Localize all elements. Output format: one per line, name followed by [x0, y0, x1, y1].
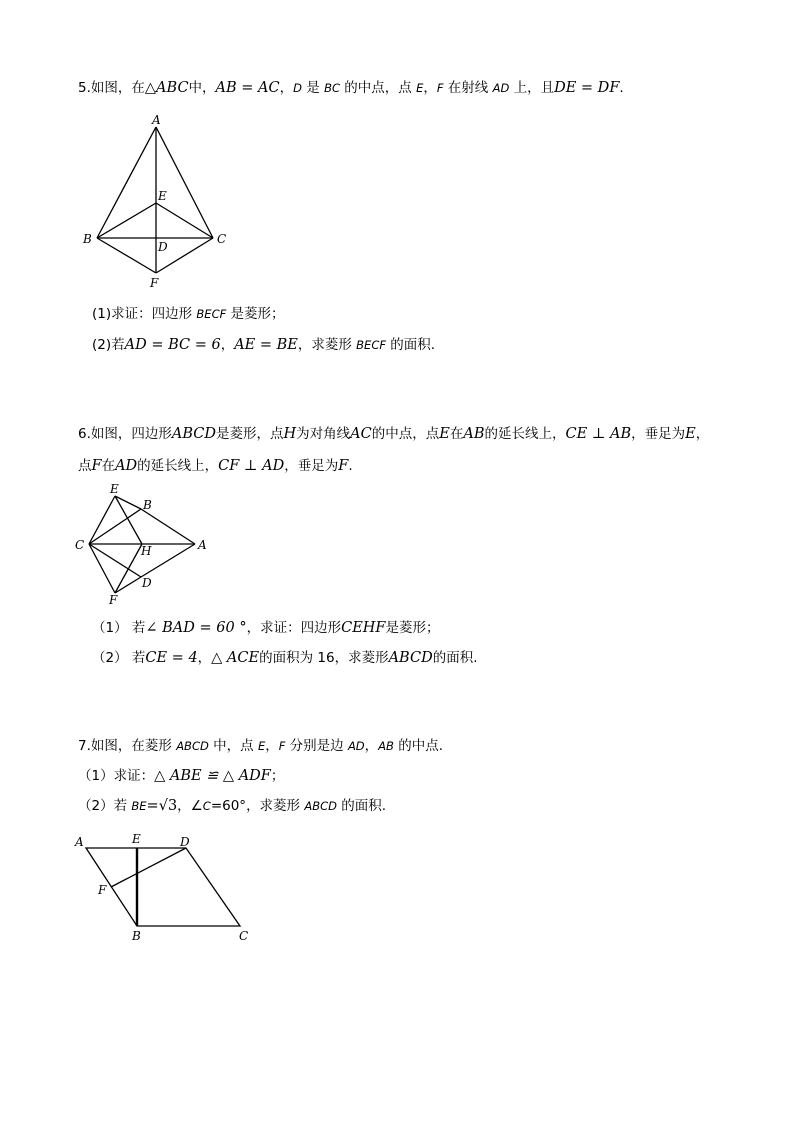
q5-label-a: A	[152, 113, 161, 127]
q7-label-b: B	[132, 929, 141, 943]
q6-segment-ce	[89, 496, 115, 544]
q5-label-d: D	[158, 240, 168, 254]
q6-segment-cb	[89, 509, 141, 544]
q5-label-b: B	[83, 232, 92, 246]
q6-label-d: D	[142, 576, 152, 590]
q6-label-h: H	[141, 544, 152, 558]
q6-segment-cf	[89, 544, 115, 593]
q6-part2: （2） 若CE = 4，△ ACE的面积为 16，求菱形ABCD的面积.	[92, 650, 478, 666]
q5-segment-bf	[97, 238, 156, 273]
q7-label-f: F	[98, 883, 107, 897]
q7-part1: （1）求证：△ ABE ≌ △ ADF；	[78, 768, 285, 784]
q5-segment-ab	[97, 127, 156, 238]
q7-label-d: D	[180, 835, 190, 849]
q5-label-c: C	[217, 232, 227, 246]
q6-stem-line1: 6.如图，四边形ABCD是菱形，点H为对角线AC的中点，点E在AB的延长线上，CE ⊥ AB，垂足为E，	[78, 426, 710, 442]
q5-segment-ac	[156, 127, 213, 238]
q6-stem-line2: 点F在AD的延长线上，CF ⊥ AD，垂足为F.	[78, 458, 353, 474]
q6-part1: （1） 若∠ BAD = 60 °，求证：四边形CEHF是菱形；	[92, 620, 440, 636]
q5-figure	[80, 110, 240, 290]
q5-part2: (2)若AD = BC = 6，AE = BE，求菱形 BECF 的面积.	[92, 337, 436, 353]
q6-label-a: A	[198, 538, 207, 552]
q5-stem: 5.如图，在△ABC中，AB = AC，D 是 BC 的中点，点 E，F 在射线 AD 上，且DE = DF.	[78, 80, 624, 96]
q6-label-f: F	[109, 593, 118, 607]
q7-label-e: E	[132, 832, 141, 846]
q6-segment-hf	[115, 544, 142, 593]
q6-figure	[72, 480, 222, 610]
q6-label-c: C	[75, 538, 85, 552]
q7-stem: 7.如图，在菱形 ABCD 中，点 E，F 分别是边 AD，AB 的中点.	[78, 738, 444, 754]
q6-segment-ba	[141, 509, 195, 544]
q7-figure	[72, 828, 262, 948]
q7-part2: （2）若 BE=√3，∠C=60°，求菱形 ABCD 的面积.	[78, 798, 387, 814]
q6-label-e: E	[110, 482, 119, 496]
q6-label-b: B	[143, 498, 152, 512]
q7-segment-df	[111, 848, 186, 887]
q5-label-f: F	[150, 276, 159, 290]
q7-label-c: C	[239, 929, 249, 943]
q5-label-e: E	[158, 189, 167, 203]
q5-part1: (1)求证：四边形 BECF 是菱形；	[92, 306, 285, 322]
q7-label-a: A	[75, 835, 84, 849]
